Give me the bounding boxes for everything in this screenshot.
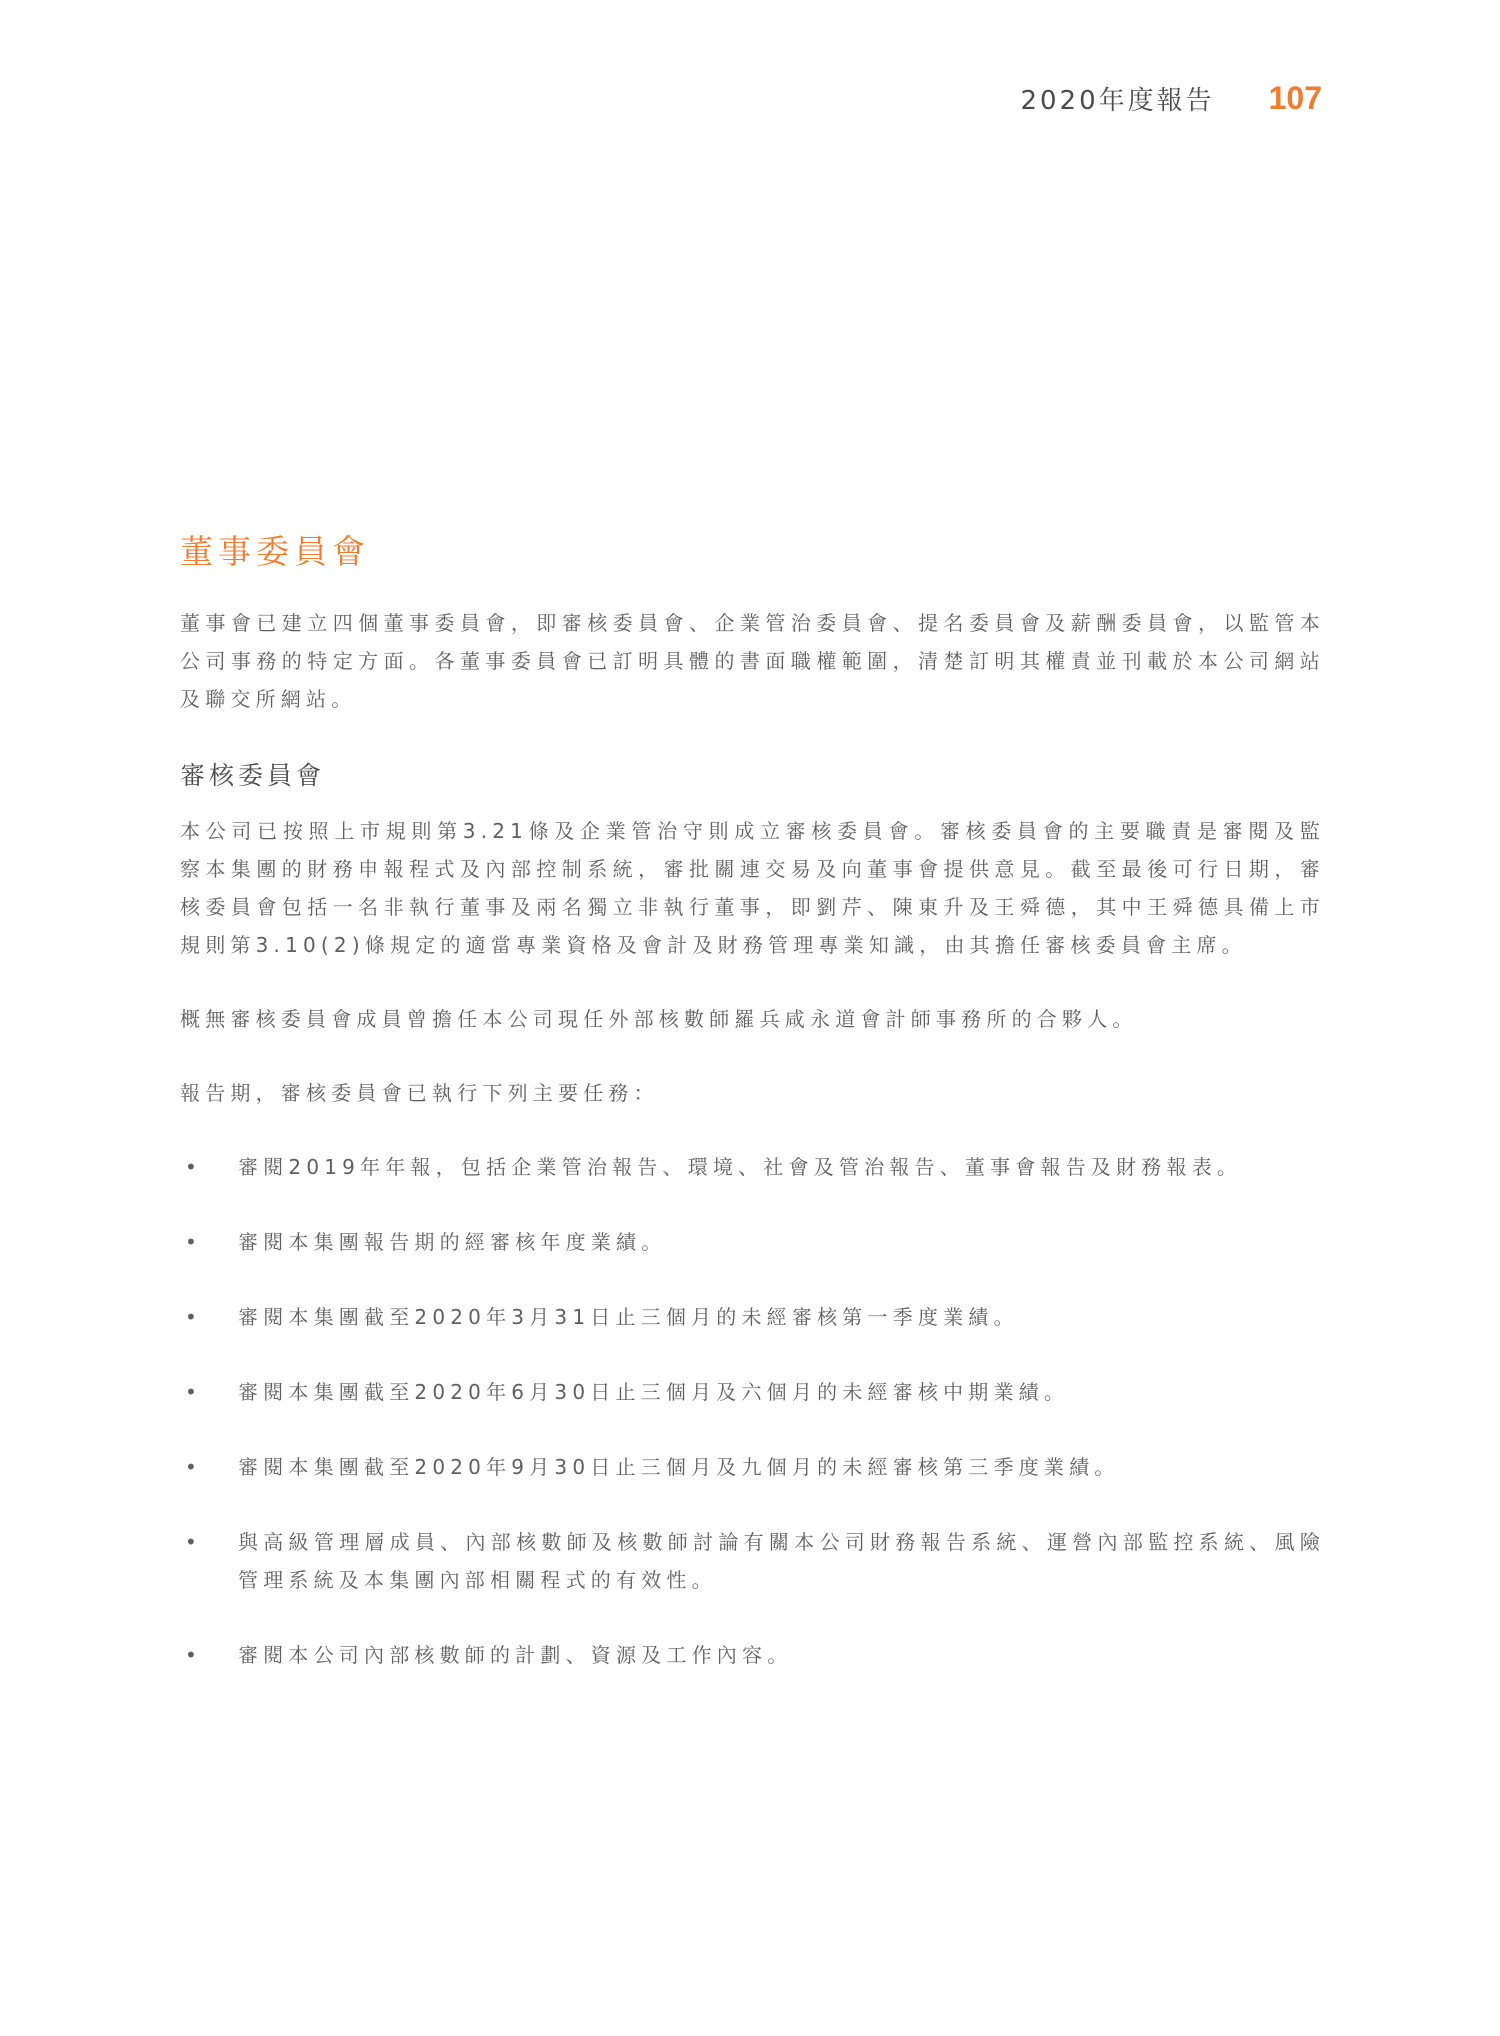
section-intro-paragraph: 董事會已建立四個董事委員會，即審核委員會、企業管治委員會、提名委員會及薪酬委員會，以監管本公司事務的特定方面。各董事委員會已訂明具體的書面職權範圍，清楚訂明其權責並刊載於本公司網站及聯交所網站。 xyxy=(180,611,1325,711)
page-header xyxy=(1020,80,1322,117)
list-item-text: 審閱本集團截至2020年3月31日止三個月的未經審核第一季度業績。 xyxy=(238,1305,1019,1329)
list-item xyxy=(180,1523,1325,1599)
bullet-icon: • xyxy=(185,1155,197,1179)
list-item xyxy=(180,1373,1325,1411)
report-title: 2020年度報告 xyxy=(1020,86,1215,116)
list-item-text: 審閱本集團截至2020年6月30日止三個月及六個月的未經審核中期業績。 xyxy=(238,1380,1070,1404)
bullet-icon: • xyxy=(185,1530,197,1554)
task-list xyxy=(180,1148,1325,1674)
section-title: 董事委員會 xyxy=(180,532,370,571)
audit-committee-title: 審核委員會 xyxy=(180,761,326,790)
main-content xyxy=(180,530,1325,1711)
bullet-icon: • xyxy=(185,1305,197,1329)
list-item-text: 審閱本集團報告期的經審核年度業績。 xyxy=(238,1230,667,1254)
list-item xyxy=(180,1636,1325,1674)
list-item xyxy=(180,1298,1325,1336)
bullet-icon: • xyxy=(185,1643,197,1667)
audit-committee-paragraph-1: 本公司已按照上市規則第3.21條及企業管治守則成立審核委員會。審核委員會的主要職責是審閱及監察本集團的財務申報程式及內部控制系統，審批關連交易及向董事會提供意見。截至最後可行日期，審核委員會包括一名非執行董事及兩名獨立非執行董事，即劉芹、陳東升及王舜德，其中王舜德具備上市規則第3.10(2)條規定的適當專業資格及會計及財務管理專業知識，由其擔任審核委員會主席。 xyxy=(180,819,1325,957)
list-item xyxy=(180,1448,1325,1486)
bullet-icon: • xyxy=(185,1230,197,1254)
list-item xyxy=(180,1223,1325,1261)
audit-committee-paragraph-3: 報告期，審核委員會已執行下列主要任務： xyxy=(180,1081,659,1105)
audit-committee-paragraph-2: 概無審核委員會成員曾擔任本公司現任外部核數師羅兵咸永道會計師事務所的合夥人。 xyxy=(180,1007,1138,1031)
list-item-text: 審閱本集團截至2020年9月30日止三個月及九個月的未經審核第三季度業績。 xyxy=(238,1455,1120,1479)
page-number: 107 xyxy=(1268,80,1322,116)
list-item-text: 審閱2019年年報，包括企業管治報告、環境、社會及管治報告、董事會報告及財務報表。 xyxy=(238,1155,1243,1179)
list-item-text: 審閱本公司內部核數師的計劃、資源及工作內容。 xyxy=(238,1643,793,1667)
bullet-icon: • xyxy=(185,1380,197,1404)
bullet-icon: • xyxy=(185,1455,197,1479)
list-item-text: 與高級管理層成員、內部核數師及核數師討論有關本公司財務報告系統、運營內部監控系統、風險管理系統及本集團內部相關程式的有效性。 xyxy=(238,1530,1325,1592)
list-item xyxy=(180,1148,1325,1186)
